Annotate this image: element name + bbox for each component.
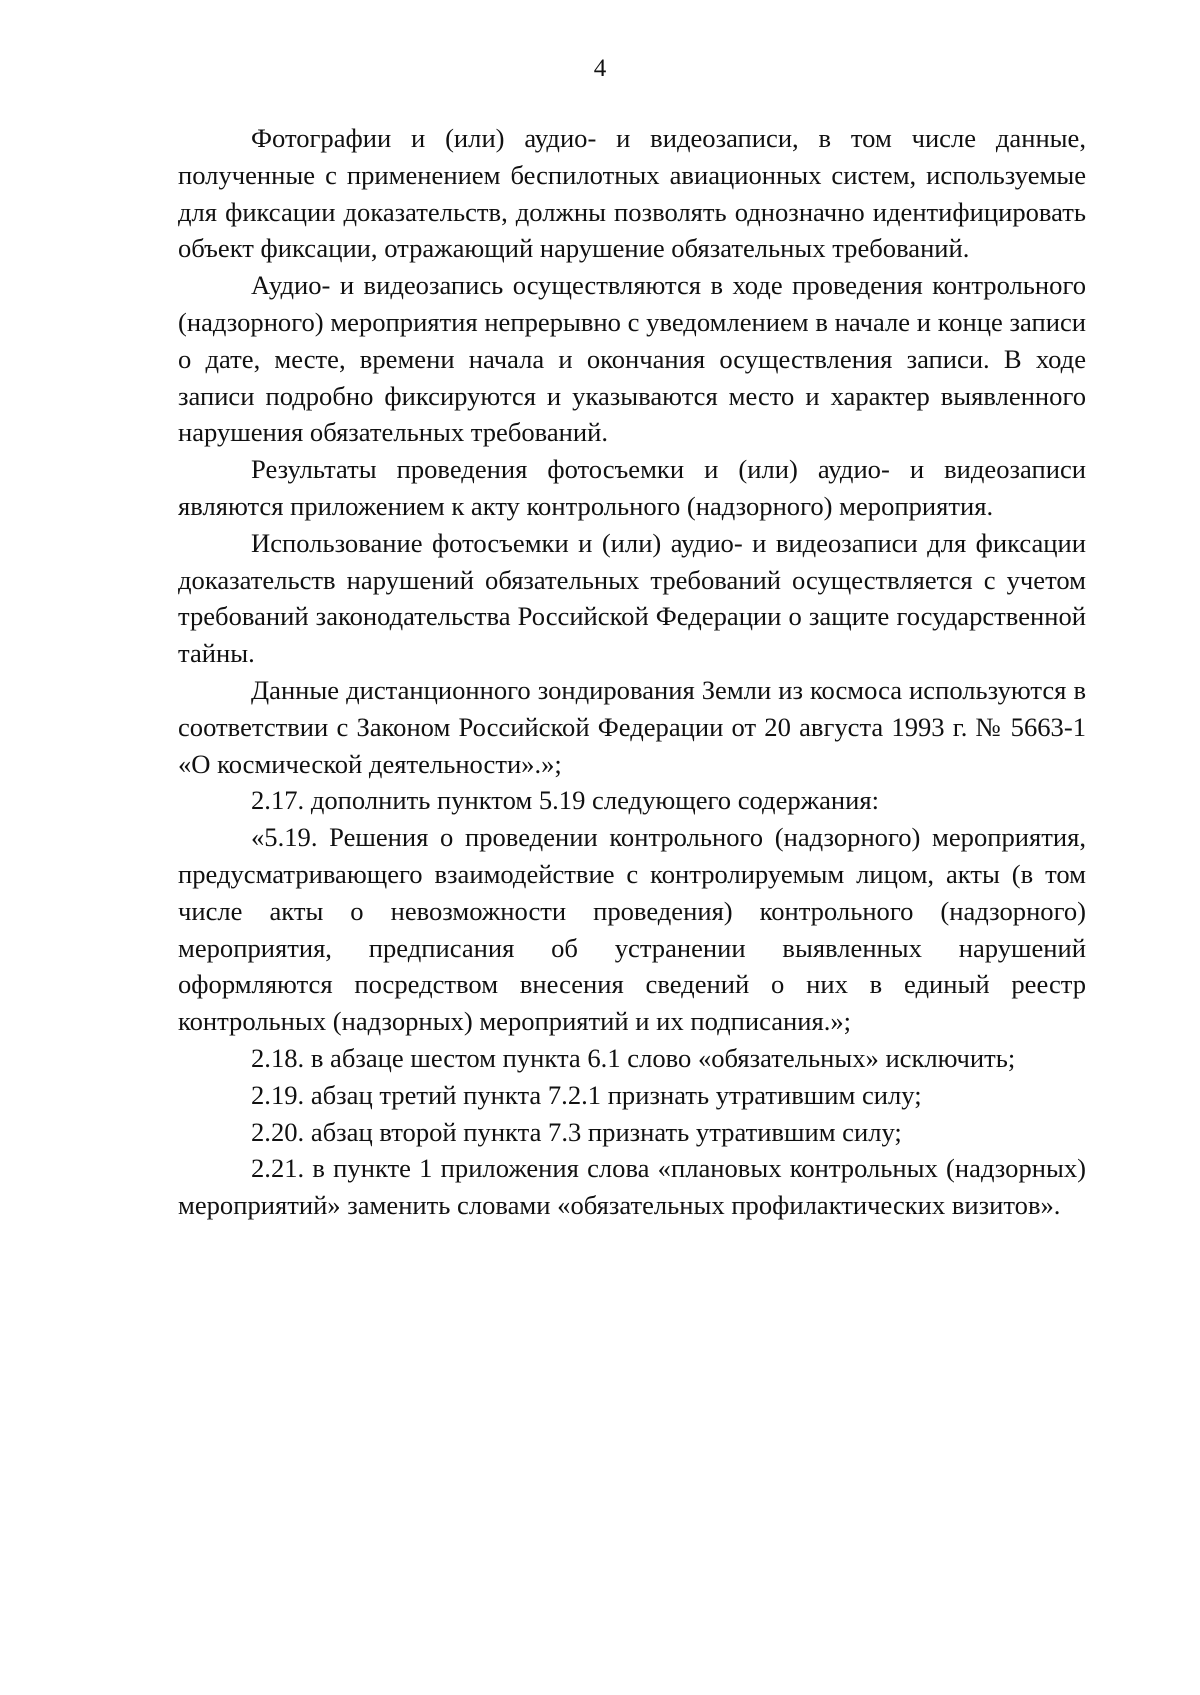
paragraph-results-attachment: Результаты проведения фотосъемки и (или) аудио- и видеозаписи являются приложением к акту контрольного (надзорного) мероприятия.	[178, 454, 1086, 521]
paragraph-item-2-18: 2.18. в абзаце шестом пункта 6.1 слово «обязательных» исключить;	[251, 1042, 1016, 1073]
paragraph-state-secret: Использование фотосъемки и (или) аудио- и видеозаписи для фиксации доказательств нарушений обязательных требований осуществляется с учетом требований законодательства Российской Федерации о защите государственной тайны.	[178, 527, 1086, 669]
paragraph-item-2-21: 2.21. в пункте 1 приложения слова «плановых контрольных (надзорных) мероприятий» заменить словами «обязательных профилактических визитов».	[178, 1153, 1086, 1221]
paragraph-photo-video-requirements: Фотографии и (или) аудио- и видеозаписи, в том числе данные, полученные с применением беспилотных авиационных систем, используемые для фиксации доказательств, должны позволять однозначно идентифицировать объект фиксации, отражающий нарушение обязательных требований.	[178, 123, 1086, 264]
paragraph-item-2-19: 2.19. абзац третий пункта 7.2.1 признать утратившим силу;	[251, 1079, 922, 1110]
paragraph-item-2-20: 2.20. абзац второй пункта 7.3 признать утратившим силу;	[251, 1116, 902, 1147]
paragraph-item-2-17: 2.17. дополнить пунктом 5.19 следующего содержания:	[251, 785, 879, 816]
document-body	[178, 120, 1086, 1224]
page-number: 4	[593, 55, 607, 82]
paragraph-item-5-19: «5.19. Решения о проведении контрольного (надзорного) мероприятия, предусматривающего взаимодействие с контролируемым лицом, акты (в том числе акты о невозможности проведения) контрольного (надзорного) мероприятия, предписания об устранении выявленных нарушений оформляются посредством внесения сведений о них в единый реестр контрольных (надзорных) мероприятий и их подписания.»;	[178, 822, 1086, 1037]
paragraph-audio-video-recording: Аудио- и видеозапись осуществляются в ходе проведения контрольного (надзорного) мероприятия непрерывно с уведомлением в начале и конце записи о дате, месте, времени начала и окончания осуществления записи. В ходе записи подробно фиксируются и указываются место и характер выявленного нарушения обязательных требований.	[178, 270, 1086, 448]
paragraph-remote-sensing: Данные дистанционного зондирования Земли из космоса используются в соответствии с Законом Российской Федерации от 20 августа 1993 г. № 5663-1 «О космической деятельности».»;	[178, 674, 1086, 779]
